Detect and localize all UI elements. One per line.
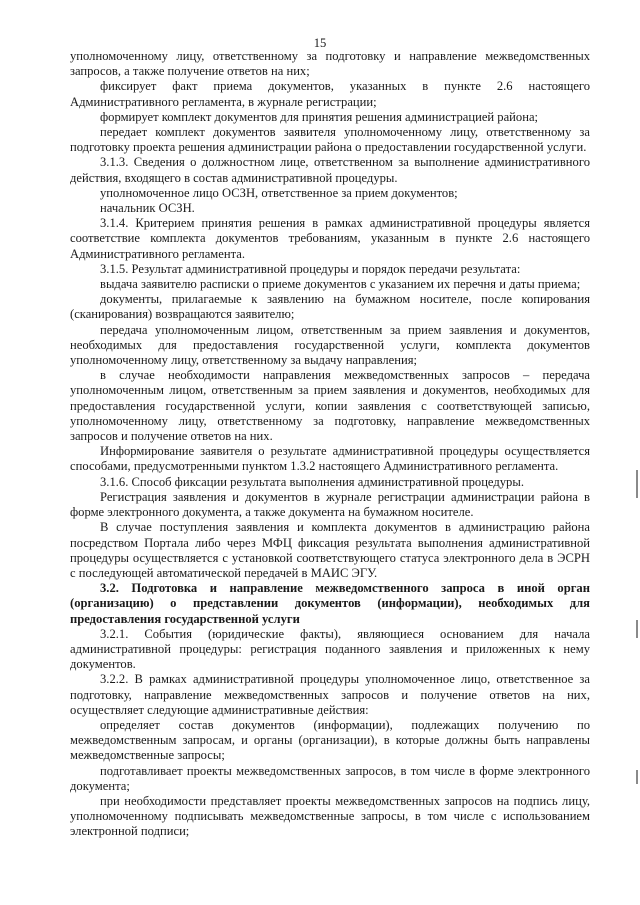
paragraph: при необходимости представляет проекты межведомственных запросов на подпись лицу, уполномоченному подписывать межведомственные запросы, в том числе с использованием электронной подписи; xyxy=(70,793,590,839)
paragraph: фиксирует факт приема документов, указанных в пункте 2.6 настоящего Административного регламента, в журнале регистрации; xyxy=(70,79,590,109)
paragraph: передача уполномоченным лицом, ответственным за прием заявления и документов, необходимых для предоставления государственной услуги, комплекта документов уполномоченному лицу, ответственному за выдачу направления; xyxy=(70,322,590,368)
paragraph: В случае поступления заявления и комплекта документов в администрацию района посредством Портала либо через МФЦ фиксация результата выполнения административной процедуры осуществляется с установкой соответствующего статуса электронного дела в ЭСРН с последующей автоматической передачей в МАИС ЭГУ. xyxy=(70,520,590,580)
page-number: 15 xyxy=(313,36,327,50)
section-heading: 3.2. Подготовка и направление межведомственного запроса в иной орган (организацию) о представлении документов (информации), необходимых для предоставления государственной услуги xyxy=(70,581,590,626)
scan-edge-mark xyxy=(636,770,638,784)
paragraph: 3.1.6. Способ фиксации результата выполнения административной процедуры. xyxy=(100,474,524,489)
paragraph: уполномоченному лицу, ответственному за подготовку и направление межведомственных запросов, а также получение ответов на них; xyxy=(70,49,590,79)
paragraph: определяет состав документов (информации), подлежащих получению по межведомственным запросам, и органы (организации), в которые должны быть направлены межведомственные запросы; xyxy=(70,717,590,763)
paragraph: 3.1.4. Критерием принятия решения в рамках административной процедуры является соответствие комплекта документов требованиям, указанным в пункте 2.6 настоящего Административного регламента. xyxy=(70,216,590,261)
scan-edge-mark xyxy=(636,470,638,498)
scan-edge-mark xyxy=(636,620,638,638)
paragraph: уполномоченное лицо ОСЗН, ответственное за прием документов; xyxy=(100,185,458,200)
paragraph: начальник ОСЗН. xyxy=(100,201,195,216)
paragraph: подготавливает проекты межведомственных запросов, в том числе в форме электронного документа; xyxy=(70,763,590,793)
paragraph: выдача заявителю расписки о приеме документов с указанием их перечня и даты приема; xyxy=(100,277,581,292)
paragraph: Регистрация заявления и документов в журнале регистрации администрации района в форме электронного документа, а также документа на бумажном носителе. xyxy=(70,489,590,520)
paragraph: передает комплект документов заявителя уполномоченному лицу, ответственному за подготовку проекта решения администрации района о предоставлении государственной услуги. xyxy=(70,125,590,155)
paragraph: Информирование заявителя о результате административной процедуры осуществляется способами, предусмотренными пунктом 1.3.2 настоящего Административного регламента. xyxy=(70,444,590,474)
paragraph: 3.2.2. В рамках административной процедуры уполномоченное лицо, ответственное за подготовку, направление межведомственных запросов и получение ответов на них, осуществляет следующие административные действия: xyxy=(70,672,590,717)
paragraph: 3.1.3. Сведения о должностном лице, ответственном за выполнение административного действия, входящего в состав административной процедуры. xyxy=(70,155,590,185)
paragraph: документы, прилагаемые к заявлению на бумажном носителе, после копирования (сканирования) возвращаются заявителю; xyxy=(70,292,590,322)
document-body xyxy=(70,49,590,840)
paragraph: формирует комплект документов для принятия решения администрацией района; xyxy=(100,109,539,124)
paragraph: 3.2.1. События (юридические факты), являющиеся основанием для начала административной процедуры: регистрация поданного заявления и приложенных к нему документов. xyxy=(70,626,590,672)
paragraph: 3.1.5. Результат административной процедуры и порядок передачи результата: xyxy=(100,261,521,276)
paragraph: в случае необходимости направления межведомственных запросов – передача уполномоченным лицом, ответственным за прием заявления и документов, необходимых для предоставления государственной услуги, копии заявления с соответствующей записью, уполномоченному лицу, ответственному за подготовку, направление межведомственных запросов и получение ответов на них. xyxy=(70,368,590,444)
